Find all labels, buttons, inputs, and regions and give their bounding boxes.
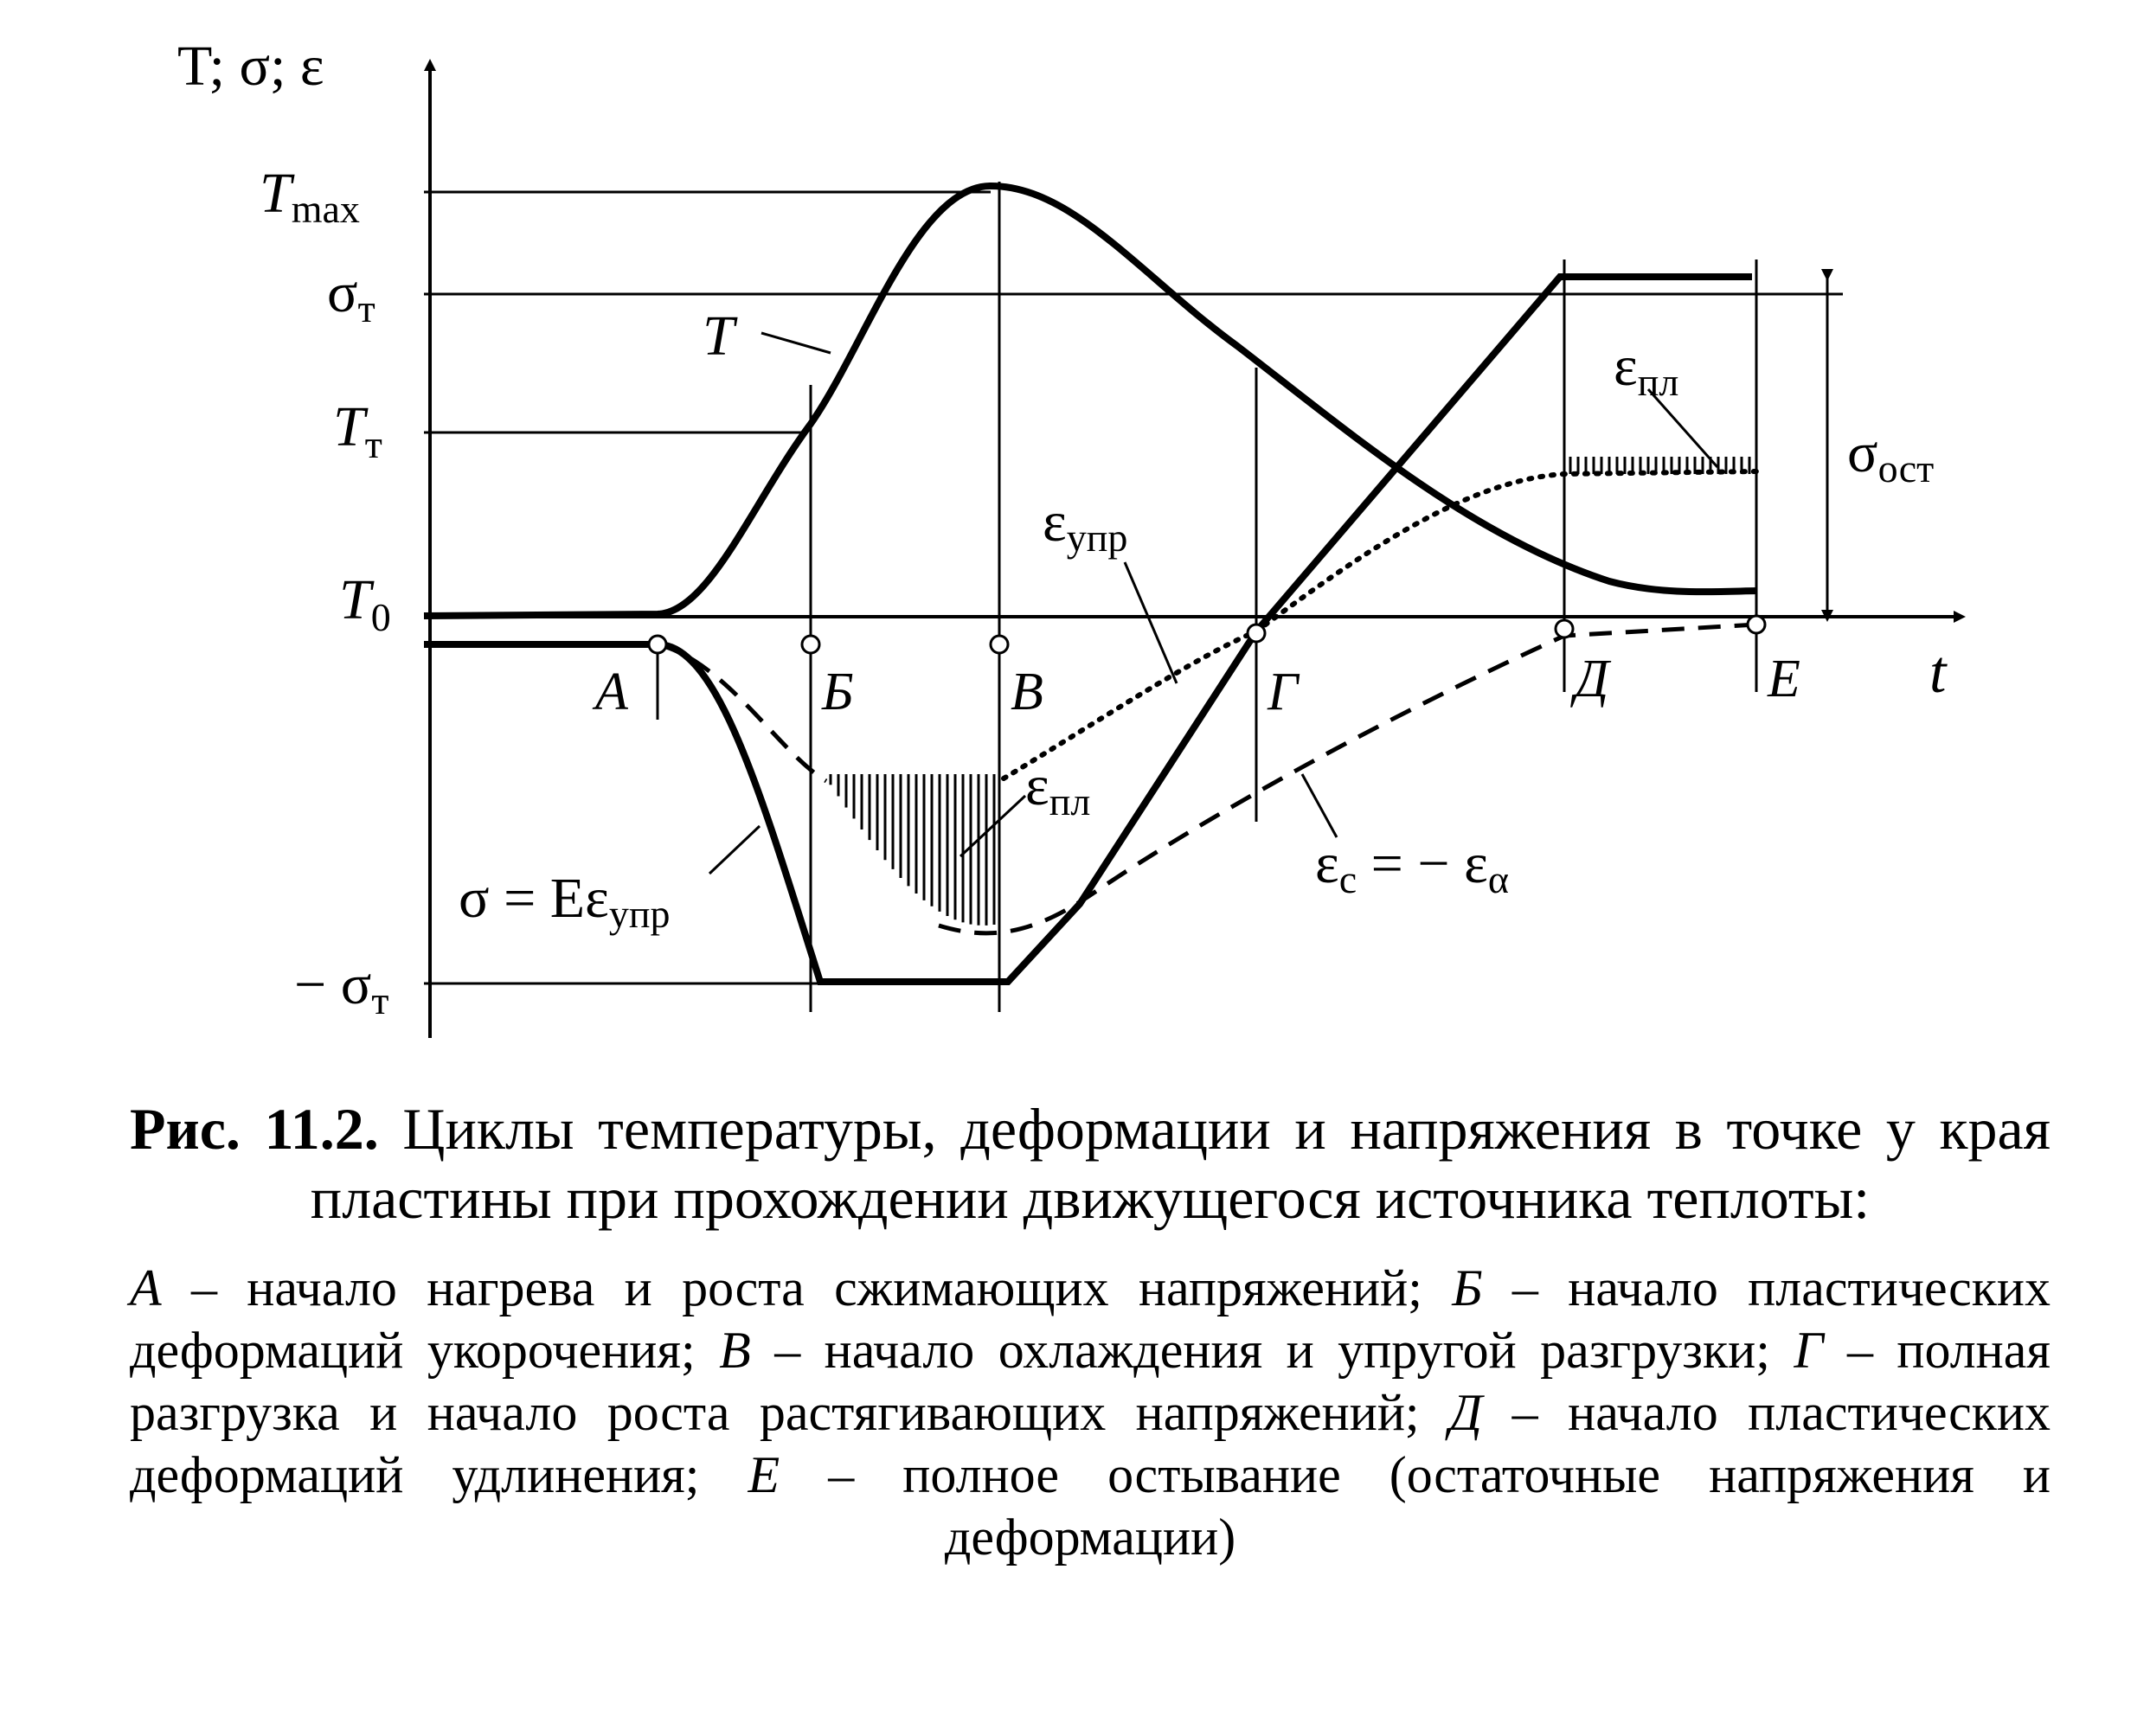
elastic-strain-label: εупр (1043, 490, 1128, 560)
leader-eps-c (1302, 774, 1337, 837)
x-axis-label: t (1929, 639, 1947, 706)
sigma-formula-label: σ = Eεупр (459, 867, 671, 936)
figure-caption (130, 1094, 2051, 1568)
point-d-marker (1556, 620, 1573, 637)
legend-text-g: полная разгрузка и начало роста растягивающих напряжений; (130, 1322, 2051, 1441)
plastic-shortening-hatch (831, 774, 994, 926)
t-t-label: $T_т$ (333, 395, 382, 466)
point-b-label: Б (822, 663, 854, 721)
legend-text-d: начало пластических деформаций удлинения; (130, 1384, 2051, 1503)
point-a-label: А (595, 663, 628, 721)
legend-key-a: А (130, 1259, 162, 1316)
point-b-marker (802, 636, 819, 653)
t0-label: $T_0$ (339, 568, 391, 639)
point-a-marker (649, 636, 666, 653)
leader-t (761, 333, 831, 353)
legend-text-b: начало пластических деформаций укорочения; (130, 1259, 2051, 1379)
legend-key-d: Д (1449, 1384, 1483, 1441)
thermal-strain-formula-label: εc = − εα (1315, 832, 1509, 901)
leader-sigma (709, 826, 760, 874)
legend-key-g: Г (1794, 1322, 1824, 1379)
legend-text-v: начало охлаждения и упругой разгрузки; (824, 1322, 1770, 1379)
legend-text-a: начало нагрева и роста сжимающих напряжений; (247, 1259, 1422, 1316)
point-v-marker (991, 636, 1008, 653)
caption-title-text: Циклы температуры, деформации и напряжения в точке у края пластины при прохождении движущегося источника теплоты: (310, 1096, 2051, 1231)
plastic-shortening-label: εпл (1025, 754, 1091, 823)
vertical-markers (658, 182, 1827, 1012)
point-e-marker (1748, 616, 1765, 633)
point-g-marker (1248, 625, 1265, 642)
tmax-label: Tmax (260, 162, 360, 231)
point-v-label: В (1011, 663, 1043, 721)
caption-number: Рис. 11.2. (130, 1096, 379, 1162)
legend-key-b: Б (1452, 1259, 1483, 1316)
y-axis-label: T; σ; ε (177, 35, 324, 98)
legend-key-v: В (719, 1322, 751, 1379)
residual-stress-label: σост (1847, 421, 1935, 490)
leader-eps-upr (1125, 562, 1177, 683)
point-g-label: Г (1268, 663, 1299, 721)
point-e-label: Е (1768, 650, 1800, 708)
stress-curve (424, 277, 1752, 982)
caption-legend: А – начало нагрева и роста сжимающих напряжений; Б – начало пластических деформаций укорочения; В – начало охлаждения и упругой разгрузки; Г – полная разгрузка и начало роста растягивающих напряжений; Д – начало пластических деформаций удлинения; Е – полное остывание (остаточные напряжения и деформации) (130, 1259, 2051, 1566)
temperature-curve-label: T (703, 304, 735, 368)
neg-sigma-t-label: − σт (294, 953, 389, 1022)
point-d-label: Д (1575, 650, 1609, 708)
legend-text-e: полное остывание (остаточные напряжения и деформации) (902, 1446, 2051, 1566)
caption-title (130, 1094, 2051, 1233)
sigma-t-label: σт (327, 261, 375, 330)
plastic-elongation-label: εпл (1614, 335, 1679, 404)
legend-key-e: Е (748, 1446, 780, 1503)
